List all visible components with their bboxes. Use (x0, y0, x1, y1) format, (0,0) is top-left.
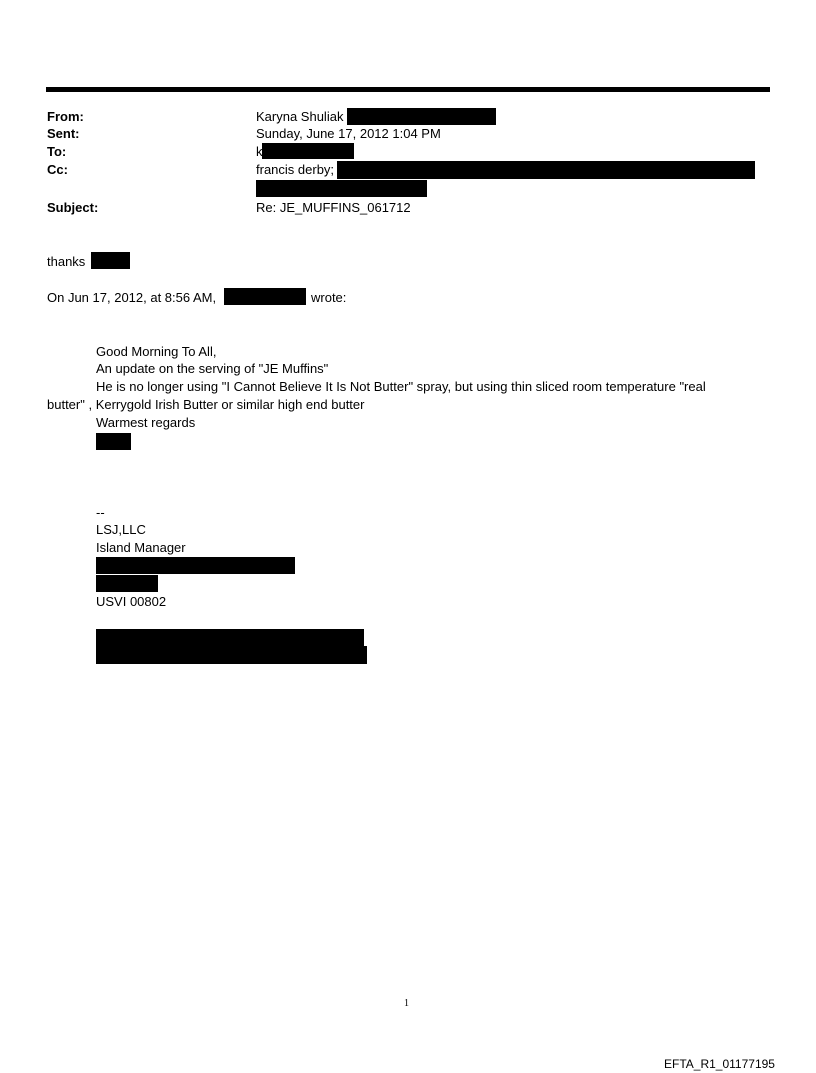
redaction-quote-author (224, 288, 306, 305)
cc-value: francis derby; (256, 162, 335, 177)
redaction-to (262, 143, 354, 159)
redaction-address-1 (96, 557, 295, 574)
signature-company: LSJ,LLC (96, 522, 146, 537)
redaction-reply-name (91, 252, 130, 269)
quote-intro-prefix: On Jun 17, 2012, at 8:56 AM, (47, 290, 217, 305)
line-update: An update on the serving of "JE Muffins" (96, 361, 329, 376)
from-label: From: (47, 109, 84, 124)
redaction-cc-1 (337, 161, 755, 179)
redaction-address-2 (96, 575, 158, 592)
reply-text: thanks (47, 254, 86, 269)
redaction-contact-1 (96, 629, 364, 646)
from-value: Karyna Shuliak (256, 109, 344, 124)
line-butter-1: He is no longer using "I Cannot Believe It Is Not Butter" spray, but using thin sliced room temperature "real (96, 379, 706, 394)
signature-postal: USVI 00802 (96, 594, 167, 609)
page-number: 1 (404, 998, 409, 1009)
subject-value: Re: JE_MUFFINS_061712 (256, 200, 411, 215)
line-butter-2: butter" , Kerrygold Irish Butter or similar high end butter (47, 397, 365, 412)
sent-value: Sunday, June 17, 2012 1:04 PM (256, 126, 441, 141)
redaction-from-email (347, 108, 496, 125)
closing: Warmest regards (96, 415, 196, 430)
to-value: k (256, 144, 263, 159)
redaction-sender-name (96, 433, 131, 450)
subject-label: Subject: (47, 200, 99, 215)
signature-separator: -- (96, 505, 105, 520)
sent-label: Sent: (47, 126, 80, 141)
redaction-contact-2 (96, 646, 367, 664)
document-id: EFTA_R1_01177195 (664, 1057, 775, 1071)
redaction-cc-2 (256, 180, 427, 197)
cc-label: Cc: (47, 162, 68, 177)
header-divider (46, 87, 770, 92)
greeting: Good Morning To All, (96, 344, 217, 359)
signature-title: Island Manager (96, 540, 186, 555)
quote-intro-suffix: wrote: (311, 290, 347, 305)
to-label: To: (47, 144, 67, 159)
